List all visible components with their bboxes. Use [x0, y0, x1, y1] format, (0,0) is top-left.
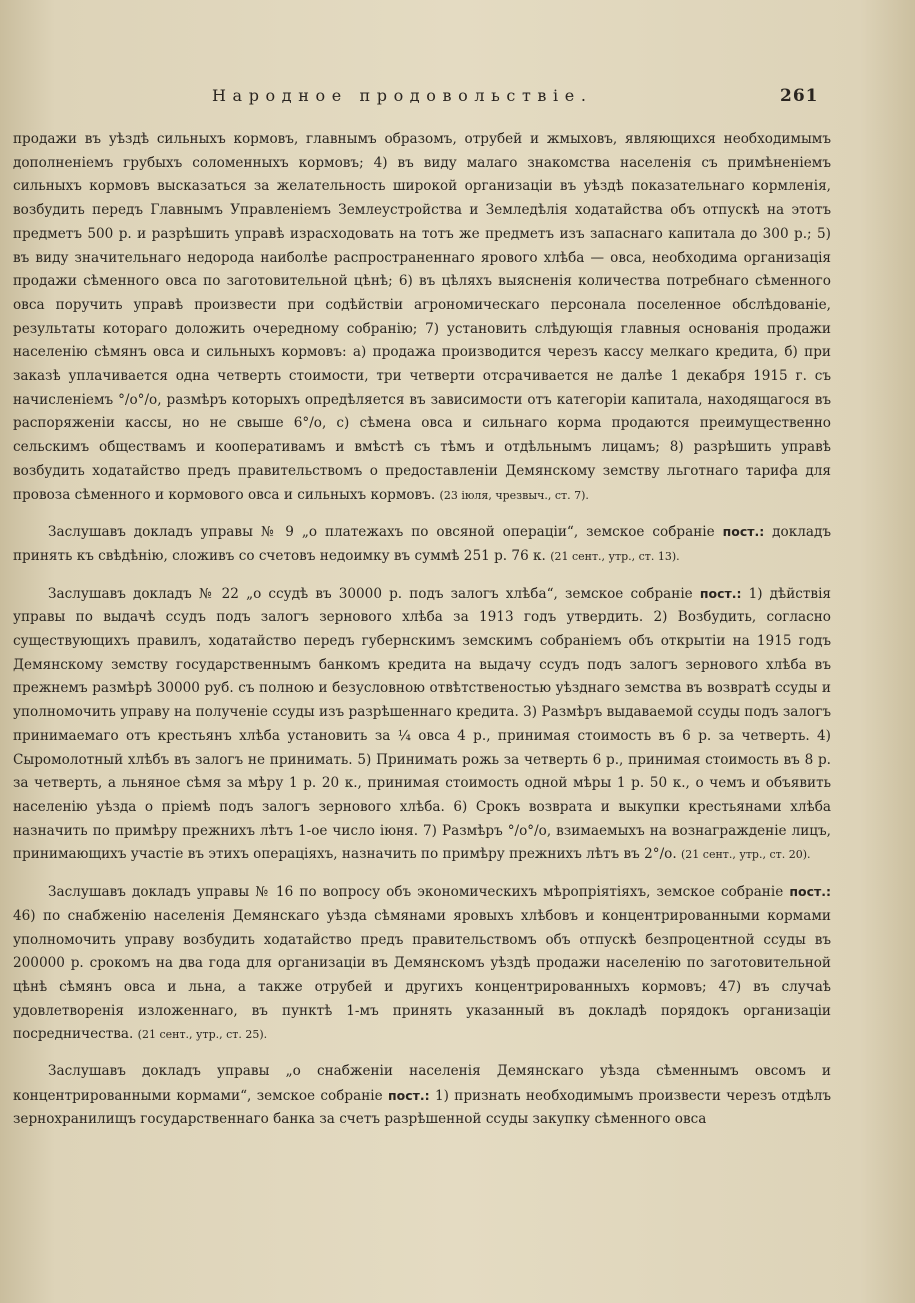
session-reference: (23 іюля, чрезвыч., ст. 7). [439, 488, 589, 502]
body-text [13, 128, 831, 1132]
resolution-marker: пост.: [722, 524, 765, 540]
paragraph-seed-oats-supply [13, 1060, 831, 1132]
session-reference: (21 сент., утр., ст. 25). [137, 1028, 268, 1042]
paragraph-economic-measures [13, 880, 831, 1047]
paragraph-text: докладъ принять къ свѣдѣнію, сложивъ со счетовъ недоимку въ суммѣ 251 р. 76 к. [13, 524, 831, 564]
page-header [0, 86, 915, 110]
paragraph-text: Заслушавъ докладъ управы № 16 по вопросу объ экономическихъ мѣропріятіяхъ, земское собраніе [48, 884, 784, 901]
session-reference: (21 сент., утр., ст. 13). [550, 549, 680, 563]
paragraph-text: продажи въ уѣздѣ сильныхъ кормовъ, главнымъ образомъ, отрубей и жмыховъ, являющихся необходимымъ дополненіемъ грубыхъ соломенныхъ кормовъ; 4) въ виду малаго знакомства населенія съ примѣненіемъ сильныхъ кормовъ высказаться за желательность широкой организаціи въ уѣздѣ показательнаго кормленія, возбудить передъ Главнымъ Управленіемъ Землеустройства и Земледѣлія ходатайства объ отпускѣ на этотъ предметъ 500 р. и разрѣшить управѣ израсходовать на тотъ же предметъ изъ запаснаго капитала до 300 р.; 5) въ виду значительнаго недорода наиболѣе распространеннаго ярового хлѣба — овса, необходима организація продажи сѣменного овса по заготовительной цѣнѣ; 6) въ цѣляхъ выясненія количества потребнаго сѣменного овса поручить управѣ произвести при содѣйствіи агрономическаго персонала поселенное обслѣдованіе, результаты котораго доложить очередному собранію; 7) установить слѣдующія главныя основанія продажи населенію сѣмянъ овса и сильныхъ кормовъ: а) продажа производится черезъ кассу мелкаго кредита, б) при заказѣ уплачивается одна четверть стоимости, три четверти отсрачивается не далѣе 1 декабря 1915 г. съ начисленіемъ °/о°/о, размѣръ которыхъ опредѣляется въ зависимости отъ категоріи капитала, находящагося въ распоряженіи кассы, но не свыше 6°/о, с) сѣмена овса и сильнаго корма продаются преимущественно сельскимъ обществамъ и кооперативамъ и вмѣстѣ съ тѣмъ и отдѣльнымъ лицамъ; 8) разрѣшить управѣ возбудить ходатайство предъ правительствомъ о предоставленіи Демянскому земству льготнаго тарифа для провоза сѣменного и кормового овса и сильныхъ кормовъ. [13, 131, 831, 503]
paragraph-text: Заслушавъ докладъ управы № 9 „о платежахъ по овсяной операціи“, земское собраніе [48, 524, 715, 541]
resolution-marker: пост.: [789, 884, 831, 900]
paragraph-oats-payments [13, 520, 831, 568]
paragraph-text: 1) дѣйствія управы по выдачѣ ссудъ подъ залогъ зернового хлѣба за 1913 годъ утвердить. 2) Возбудить, согласно существующихъ правилъ, ходатайство передъ губернскимъ земскимъ собраніемъ объ открытіи на 1915 годъ Демянскому земству государственнымъ банкомъ кредита на выдачу ссудъ подъ залогъ зернового хлѣба въ прежнемъ размѣрѣ 30000 руб. съ полною и безусловною отвѣтственостью уѣзднаго земства въ возвратѣ ссуды и уполномочить управу на полученіе ссуды изъ разрѣшеннаго кредита. 3) Размѣръ выдаваемой ссуды подъ залогъ принимаемаго отъ крестьянъ хлѣба установить за ¼ овса 4 р., принимая стоимость въ 6 р. за четверть. 4) Сыромолотный хлѣбъ въ залогъ не принимать. 5) Принимать рожь за четверть 6 р., принимая стоимость въ 8 р. за четверть, а льняное сѣмя за мѣру 1 р. 20 к., принимая стоимость одной мѣры 1 р. 50 к., о чемъ и объявить населенію уѣзда о пріемѣ подъ залогъ зернового хлѣба. 6) Срокъ возврата и выкупки крестьянами хлѣба назначить по примѣру прежнихъ лѣтъ 1-ое число іюня. 7) Размѣръ °/о°/о, взимаемыхъ на вознагражденіе лицъ, принимающихъ участіе въ этихъ операціяхъ, назначить по примѣру прежнихъ лѣтъ въ 2°/о. [13, 585, 832, 863]
paragraph-text: Заслушавъ докладъ управы „о снабженіи населенія Демянскаго уѣзда сѣменнымъ овсомъ и концентрированными кормами“, земское собраніе [13, 1063, 831, 1104]
paragraph-text: 46) по снабженію населенія Демянскаго уѣзда сѣмянами яровыхъ хлѣбовъ и концентрированными кормами уполномочить управу возбудить ходатайство предъ правительствомъ объ отпускѣ безпроцентной ссуды въ 200000 р. срокомъ на два года для организаціи въ Демянскомъ уѣздѣ продажи населенію по заготовительной цѣнѣ сѣмянъ овса и льна, а также отрубей и другихъ концентрированныхъ кормовъ; 47) въ случаѣ удовлетворенія изложеннаго, въ пунктѣ 1-мъ принять указанный въ докладѣ порядокъ организаціи посредничества. [13, 907, 831, 1043]
resolution-marker: пост.: [699, 585, 742, 601]
paragraph-continuation [13, 128, 831, 507]
paragraph-text: 1) признать необходимымъ произвести черезъ отдѣлъ зернохранилищъ государственнаго банка за счетъ разрѣшенной ссуды закупку сѣменного овса [13, 1087, 831, 1128]
paragraph-grain-loan [13, 582, 831, 867]
paragraph-text: Заслушавъ докладъ № 22 „о ссудѣ въ 30000 р. подъ залогъ хлѣба“, земское собраніе [48, 585, 693, 602]
running-title: Народное продовольствіе. [212, 86, 593, 105]
resolution-marker: пост.: [388, 1087, 430, 1103]
session-reference: (21 сент., утр., ст. 20). [681, 848, 811, 862]
page-number: 261 [780, 86, 819, 106]
